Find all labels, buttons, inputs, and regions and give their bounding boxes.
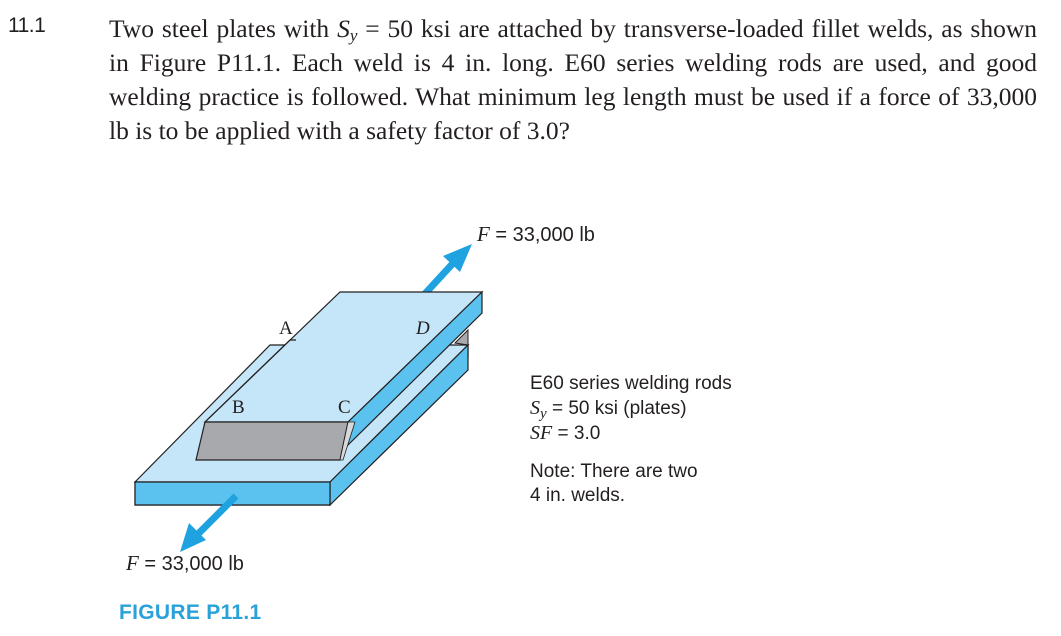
weld-note-line2: 4 in. welds.	[530, 485, 626, 506]
force-label-bottom: F = 33,000 lb	[126, 551, 244, 575]
point-label-a: A	[279, 318, 293, 339]
force-label-top: F = 33,000 lb	[477, 222, 595, 246]
yield-strength-note: $S_y = 50$ ksi (plates)	[530, 397, 687, 422]
fillet-weld-near	[196, 422, 355, 460]
safety-factor-note: SF = 3.0	[530, 422, 601, 444]
problem-number: 11.1	[8, 14, 46, 37]
problem-text-part1: Two steel plates with	[109, 14, 338, 43]
point-label-d: D	[416, 318, 430, 339]
yield-strength-symbol: S	[337, 14, 350, 43]
problem-text-part2: = 50 ksi are attached by transverse-loaded fillet welds, as shown in Figure P11.1. Each weld is 4 in. long. E60 series welding rods are used, and good welding practice is followed. What minimum leg length must be used if a force of 33,000 lb is to be applied with a safety factor of 3.0?	[109, 14, 1037, 145]
figure-notes	[530, 372, 732, 508]
point-label-b: B	[232, 397, 245, 418]
figure-caption: FIGURE P11.1	[119, 601, 262, 624]
yield-strength-subscript: y	[349, 26, 358, 45]
weld-note-line1: Note: There are two	[530, 461, 698, 482]
rods-note: E60 series welding rods	[530, 373, 732, 394]
point-label-c: C	[338, 397, 351, 418]
